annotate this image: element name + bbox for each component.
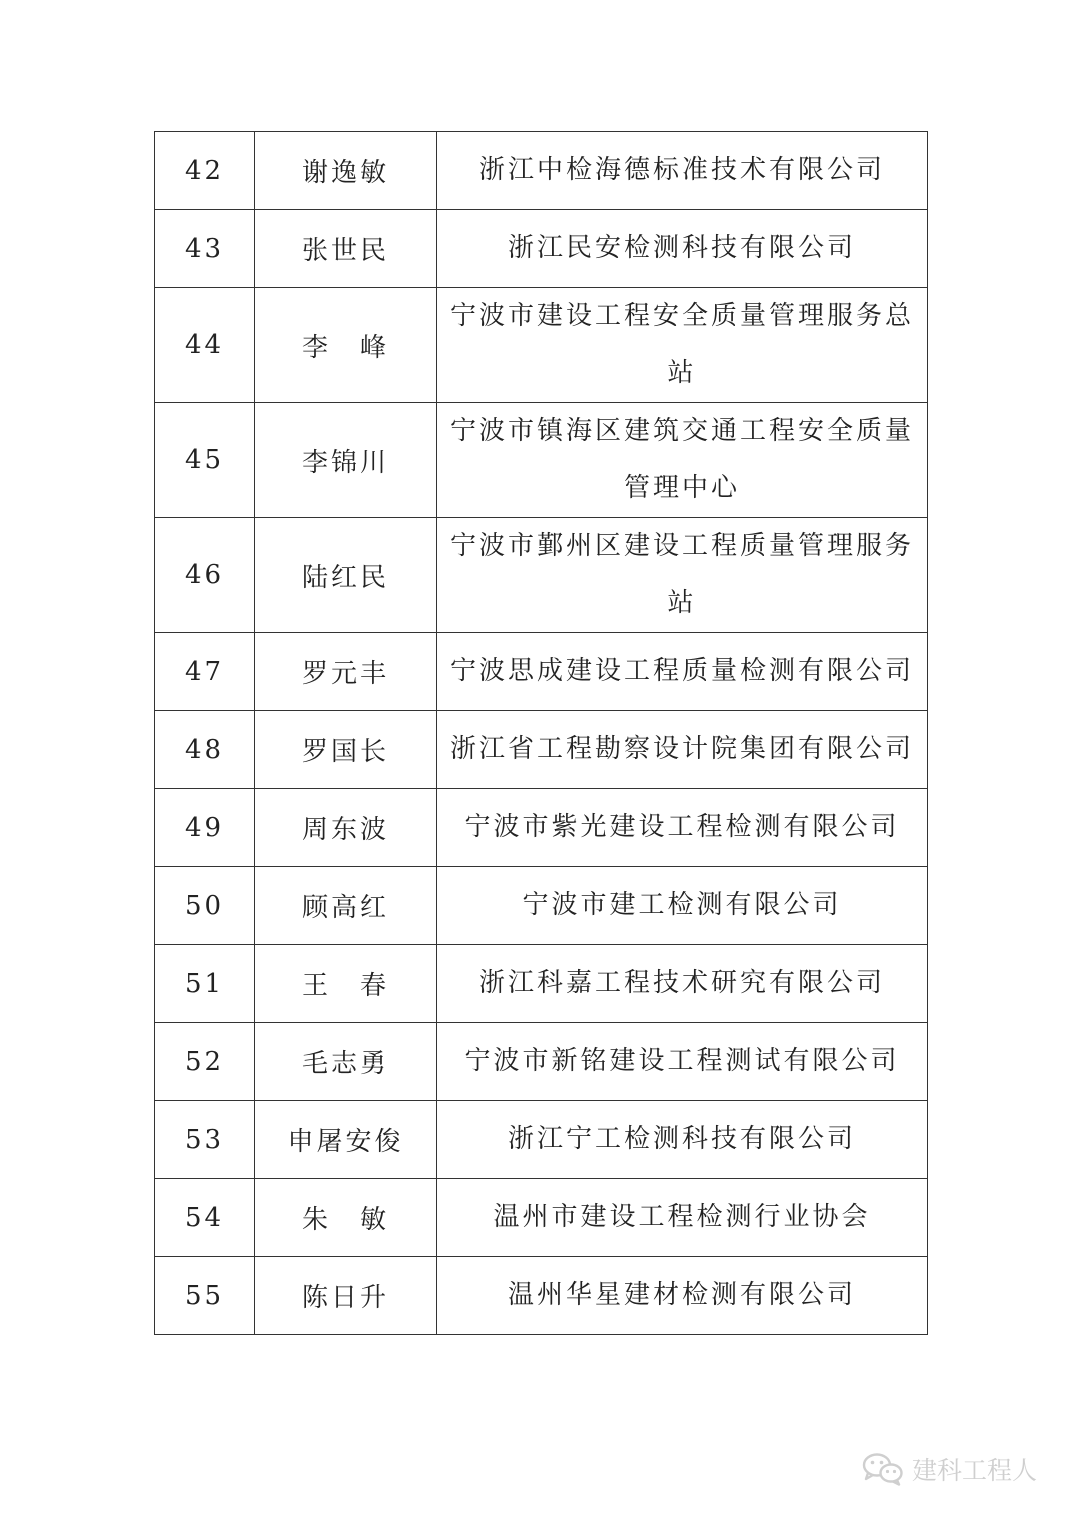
table-row xyxy=(155,1101,928,1179)
organization: 宁波市建设工程安全质量管理服务总站 xyxy=(437,288,928,403)
row-number: 54 xyxy=(155,1179,255,1257)
row-number: 49 xyxy=(155,789,255,867)
person-name: 陆红民 xyxy=(255,518,437,633)
table-row xyxy=(155,288,928,403)
person-name: 李锦川 xyxy=(255,403,437,518)
organization: 宁波市建工检测有限公司 xyxy=(437,867,928,945)
organization: 温州市建设工程检测行业协会 xyxy=(437,1179,928,1257)
organization: 宁波市紫光建设工程检测有限公司 xyxy=(437,789,928,867)
table-row xyxy=(155,518,928,633)
table-row xyxy=(155,633,928,711)
row-number: 48 xyxy=(155,711,255,789)
person-name: 罗元丰 xyxy=(255,633,437,711)
row-number: 44 xyxy=(155,288,255,403)
roster-table xyxy=(154,131,928,1335)
row-number: 42 xyxy=(155,132,255,210)
row-number: 46 xyxy=(155,518,255,633)
table-row xyxy=(155,132,928,210)
table-row xyxy=(155,1257,928,1335)
organization: 宁波市镇海区建筑交通工程安全质量管理中心 xyxy=(437,403,928,518)
person-name: 申屠安俊 xyxy=(255,1101,437,1179)
organization: 浙江中检海德标准技术有限公司 xyxy=(437,132,928,210)
person-name: 李 峰 xyxy=(255,288,437,403)
table-row xyxy=(155,1023,928,1101)
watermark-text: 建科工程人 xyxy=(912,1456,1038,1485)
organization: 宁波思成建设工程质量检测有限公司 xyxy=(437,633,928,711)
wechat-icon xyxy=(862,1452,904,1486)
person-name: 毛志勇 xyxy=(255,1023,437,1101)
table-row xyxy=(155,403,928,518)
row-number: 55 xyxy=(155,1257,255,1335)
table-row xyxy=(155,945,928,1023)
organization: 浙江宁工检测科技有限公司 xyxy=(437,1101,928,1179)
row-number: 52 xyxy=(155,1023,255,1101)
organization: 温州华星建材检测有限公司 xyxy=(437,1257,928,1335)
row-number: 47 xyxy=(155,633,255,711)
person-name: 罗国长 xyxy=(255,711,437,789)
row-number: 45 xyxy=(155,403,255,518)
row-number: 51 xyxy=(155,945,255,1023)
person-name: 王 春 xyxy=(255,945,437,1023)
table-row xyxy=(155,867,928,945)
person-name: 陈日升 xyxy=(255,1257,437,1335)
person-name: 张世民 xyxy=(255,210,437,288)
person-name: 朱 敏 xyxy=(255,1179,437,1257)
table-row xyxy=(155,210,928,288)
organization: 浙江科嘉工程技术研究有限公司 xyxy=(437,945,928,1023)
organization: 浙江民安检测科技有限公司 xyxy=(437,210,928,288)
organization: 宁波市鄞州区建设工程质量管理服务站 xyxy=(437,518,928,633)
organization: 宁波市新铭建设工程测试有限公司 xyxy=(437,1023,928,1101)
watermark xyxy=(862,1444,1037,1494)
person-name: 周东波 xyxy=(255,789,437,867)
row-number: 50 xyxy=(155,867,255,945)
person-name: 谢逸敏 xyxy=(255,132,437,210)
organization: 浙江省工程勘察设计院集团有限公司 xyxy=(437,711,928,789)
table-row xyxy=(155,1179,928,1257)
row-number: 53 xyxy=(155,1101,255,1179)
table-row xyxy=(155,711,928,789)
row-number: 43 xyxy=(155,210,255,288)
person-name: 顾高红 xyxy=(255,867,437,945)
table-row xyxy=(155,789,928,867)
